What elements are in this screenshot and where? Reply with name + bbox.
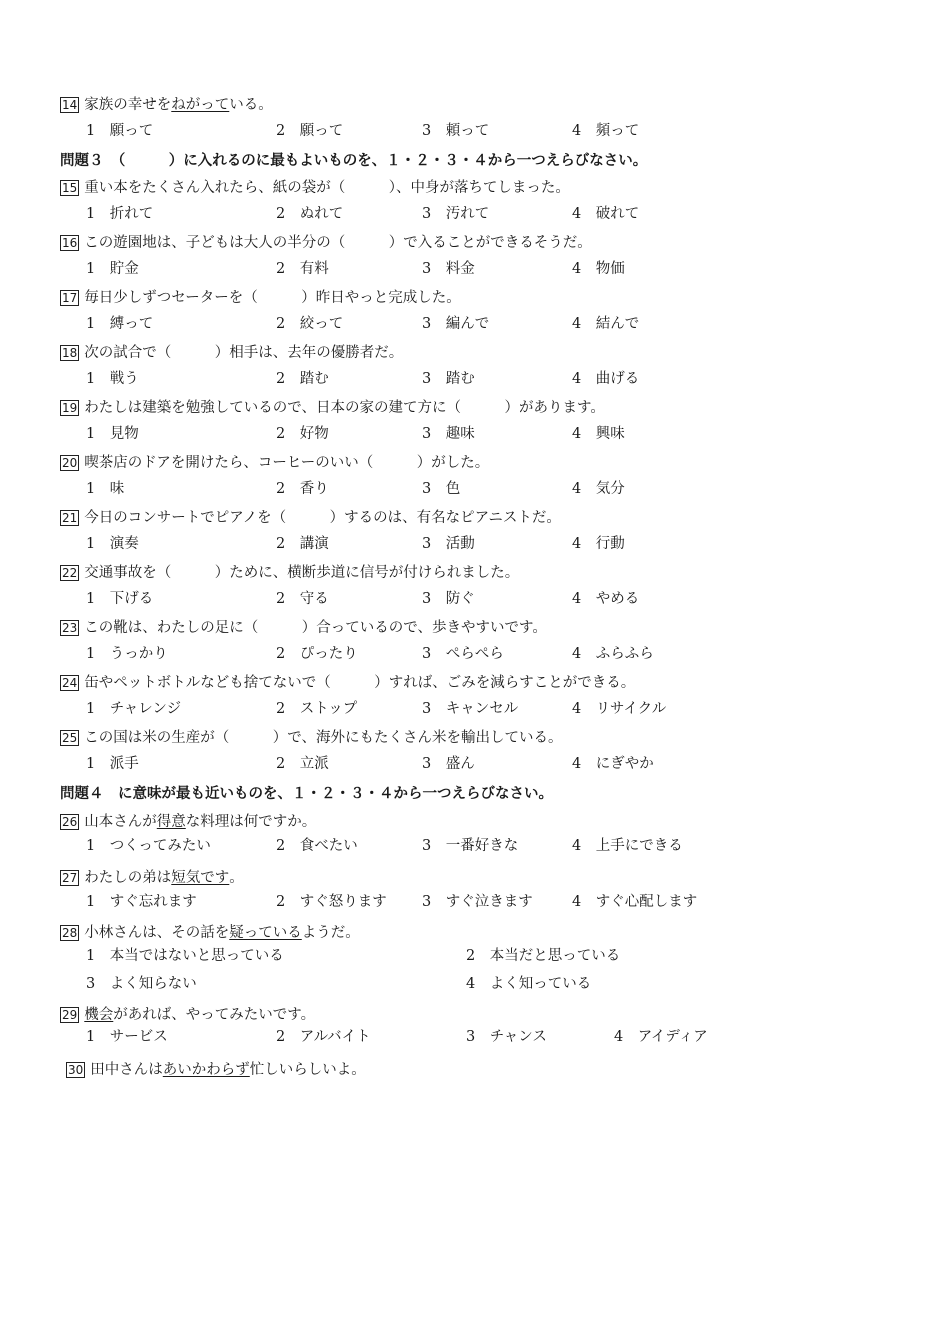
question-27 xyxy=(60,869,244,887)
options-27 xyxy=(86,893,766,911)
question-text-post: ようだ。 xyxy=(301,925,360,941)
options-16 xyxy=(86,260,766,278)
option-4: 4 すぐ心配します xyxy=(572,894,698,910)
question-text-post: があれば、やってみたいです。 xyxy=(113,1007,316,1023)
options-21 xyxy=(86,535,766,553)
option-4: 4 気分 xyxy=(572,481,625,497)
question-number: 17 xyxy=(62,291,78,305)
question-text-pre: 家族の幸せを xyxy=(84,97,172,113)
question-text: 重い本をたくさん入れたら、紙の袋が（ ）、中身が落ちてしまった。 xyxy=(84,180,570,196)
question-underlined: 短気です xyxy=(171,870,230,886)
question-28 xyxy=(60,924,360,942)
question-17 xyxy=(60,289,461,307)
option-1: 1 願って xyxy=(86,123,154,139)
question-16 xyxy=(60,234,592,252)
question-26 xyxy=(60,813,316,831)
question-number: 21 xyxy=(62,511,78,525)
option-1: 1 派手 xyxy=(86,756,139,772)
question-text: この靴は、わたしの足に（ ）合っているので、歩きやすいです。 xyxy=(84,620,547,636)
option-3: 3 ぺらぺら xyxy=(422,646,504,662)
section-header-3: 問題３ （ ）に入れるのに最もよいものを、１・２・３・４から一つえらびなさい。 xyxy=(60,153,648,169)
question-text: 次の試合で（ ）相手は、去年の優勝者だ。 xyxy=(84,345,404,361)
option-4: 4 行動 xyxy=(572,536,625,552)
question-text: 喫茶店のドアを開けたら、コーヒーのいい（ ）がした。 xyxy=(84,455,490,471)
question-21 xyxy=(60,509,561,527)
options-14 xyxy=(86,122,766,140)
question-14 xyxy=(60,96,273,114)
option-4: 4 物価 xyxy=(572,261,625,277)
option-4: 4 ふらふら xyxy=(572,646,654,662)
question-30 xyxy=(66,1061,366,1079)
question-underlined: ねがって xyxy=(171,97,230,113)
option-2: 2 ストップ xyxy=(276,701,358,717)
option-1: 1 戦う xyxy=(86,371,139,387)
option-2: 2 絞って xyxy=(276,316,344,332)
question-22 xyxy=(60,564,519,582)
question-text-pre: 田中さんは xyxy=(90,1062,163,1078)
question-20 xyxy=(60,454,489,472)
option-3: 3 すぐ泣きます xyxy=(422,894,533,910)
option-3: 3 踏む xyxy=(422,371,475,387)
option-4: 4 リサイクル xyxy=(572,701,667,717)
options-19 xyxy=(86,425,766,443)
question-number: 18 xyxy=(62,346,78,360)
option-1: 1 うっかり xyxy=(86,646,168,662)
option-3: 3 防ぐ xyxy=(422,591,475,607)
question-25 xyxy=(60,729,563,747)
option-1: 1 すぐ忘れます xyxy=(86,894,197,910)
options-22 xyxy=(86,590,766,608)
question-number: 16 xyxy=(62,236,78,250)
question-18 xyxy=(60,344,403,362)
option-3: 3 色 xyxy=(422,481,461,497)
option-1: 1 見物 xyxy=(86,426,139,442)
option-3: 3 よく知らない xyxy=(86,976,197,992)
question-number: 30 xyxy=(68,1063,84,1077)
question-underlined: あいかわらず xyxy=(162,1062,250,1078)
question-text-pre: 小林さんは、その話を xyxy=(84,925,230,941)
question-24 xyxy=(60,674,635,692)
option-4: 4 アイディア xyxy=(614,1029,708,1045)
options-23 xyxy=(86,645,766,663)
question-number: 22 xyxy=(62,566,78,580)
option-4: 4 上手にできる xyxy=(572,838,683,854)
question-number: 25 xyxy=(62,731,78,745)
question-text-post: 。 xyxy=(229,870,244,886)
question-text: 毎日少しずつセーターを（ ）昨日やっと完成した。 xyxy=(84,290,461,306)
options-15 xyxy=(86,205,766,223)
option-1: 1 下げる xyxy=(86,591,154,607)
option-1: 1 チャレンジ xyxy=(86,701,182,717)
question-text-pre: 山本さんが xyxy=(84,814,157,830)
option-3: 3 趣味 xyxy=(422,426,475,442)
options-17 xyxy=(86,315,766,333)
option-3: 3 キャンセル xyxy=(422,701,519,717)
option-2: 2 守る xyxy=(276,591,329,607)
question-text: この国は米の生産が（ ）で、海外にもたくさん米を輸出している。 xyxy=(84,730,563,746)
option-1: 1 味 xyxy=(86,481,125,497)
options-26 xyxy=(86,837,766,855)
question-23 xyxy=(60,619,547,637)
option-1: 1 貯金 xyxy=(86,261,139,277)
options-25 xyxy=(86,755,766,773)
section-header-4: 問題４ に意味が最も近いものを、１・２・３・４から一つえらびなさい。 xyxy=(60,786,553,802)
option-4: 4 結んで xyxy=(572,316,640,332)
option-2: 2 ぴったり xyxy=(276,646,358,662)
option-2: 2 すぐ怒ります xyxy=(276,894,387,910)
option-3: 3 頼って xyxy=(422,123,490,139)
option-2: 2 食べたい xyxy=(276,838,358,854)
question-text: 缶やペットボトルなども捨てないで（ ）すれば、ごみを減らすことができる。 xyxy=(84,675,636,691)
question-number: 28 xyxy=(62,926,78,940)
option-1: 1 本当ではないと思っている xyxy=(86,948,284,964)
option-2: 2 ぬれて xyxy=(276,206,344,222)
question-text-post: いる。 xyxy=(229,97,273,113)
question-text: 交通事故を（ ）ために、横断歩道に信号が付けられました。 xyxy=(84,565,520,581)
option-4: 4 曲げる xyxy=(572,371,640,387)
option-2: 2 本当だと思っている xyxy=(466,948,621,964)
option-4: 4 やめる xyxy=(572,591,640,607)
question-text: 今日のコンサートでピアノを（ ）するのは、有名なピアニストだ。 xyxy=(84,510,561,526)
question-number: 23 xyxy=(62,621,78,635)
question-text-pre: わたしの弟は xyxy=(84,870,172,886)
question-number: 26 xyxy=(62,815,78,829)
options-28-row2 xyxy=(86,975,766,993)
question-text-post: な料理は何ですか。 xyxy=(185,814,317,830)
option-1: 1 縛って xyxy=(86,316,154,332)
question-number: 27 xyxy=(62,871,78,885)
option-4: 4 にぎやか xyxy=(572,756,654,772)
option-1: 1 演奏 xyxy=(86,536,139,552)
question-number: 19 xyxy=(62,401,78,415)
option-2: 2 有料 xyxy=(276,261,329,277)
option-3: 3 汚れて xyxy=(422,206,490,222)
option-3: 3 チャンス xyxy=(466,1029,547,1045)
option-2: 2 踏む xyxy=(276,371,329,387)
option-4: 4 頻って xyxy=(572,123,640,139)
option-2: 2 立派 xyxy=(276,756,329,772)
question-29 xyxy=(60,1006,315,1024)
option-1: 1 折れて xyxy=(86,206,154,222)
option-2: 2 講演 xyxy=(276,536,329,552)
option-3: 3 活動 xyxy=(422,536,475,552)
option-2: 2 願って xyxy=(276,123,344,139)
question-19 xyxy=(60,399,605,417)
options-24 xyxy=(86,700,766,718)
option-2: 2 香り xyxy=(276,481,329,497)
question-number: 14 xyxy=(62,98,78,112)
option-3: 3 盛ん xyxy=(422,756,475,772)
question-text: この遊園地は、子どもは大人の半分の（ ）で入ることができるそうだ。 xyxy=(84,235,592,251)
option-4: 4 興味 xyxy=(572,426,625,442)
options-18 xyxy=(86,370,766,388)
question-underlined: 得意 xyxy=(156,814,186,830)
question-number: 29 xyxy=(62,1008,78,1022)
option-3: 3 一番好きな xyxy=(422,838,519,854)
option-2: 2 アルバイト xyxy=(276,1029,371,1045)
option-1: 1 つくってみたい xyxy=(86,838,211,854)
option-1: 1 サービス xyxy=(86,1029,168,1045)
option-3: 3 料金 xyxy=(422,261,475,277)
question-text-post: 忙しいらしいよ。 xyxy=(249,1062,366,1078)
question-underlined: 機会 xyxy=(84,1007,114,1023)
question-text: わたしは建築を勉強しているので、日本の家の建て方に（ ）があります。 xyxy=(84,400,605,416)
options-29 xyxy=(86,1028,766,1046)
option-4: 4 よく知っている xyxy=(466,976,592,992)
option-2: 2 好物 xyxy=(276,426,329,442)
question-number: 20 xyxy=(62,456,78,470)
question-underlined: 疑っている xyxy=(229,925,302,941)
question-number: 15 xyxy=(62,181,78,195)
options-20 xyxy=(86,480,766,498)
question-15 xyxy=(60,179,570,197)
option-4: 4 破れて xyxy=(572,206,640,222)
option-3: 3 編んで xyxy=(422,316,490,332)
options-28-row1 xyxy=(86,947,766,965)
question-number: 24 xyxy=(62,676,78,690)
